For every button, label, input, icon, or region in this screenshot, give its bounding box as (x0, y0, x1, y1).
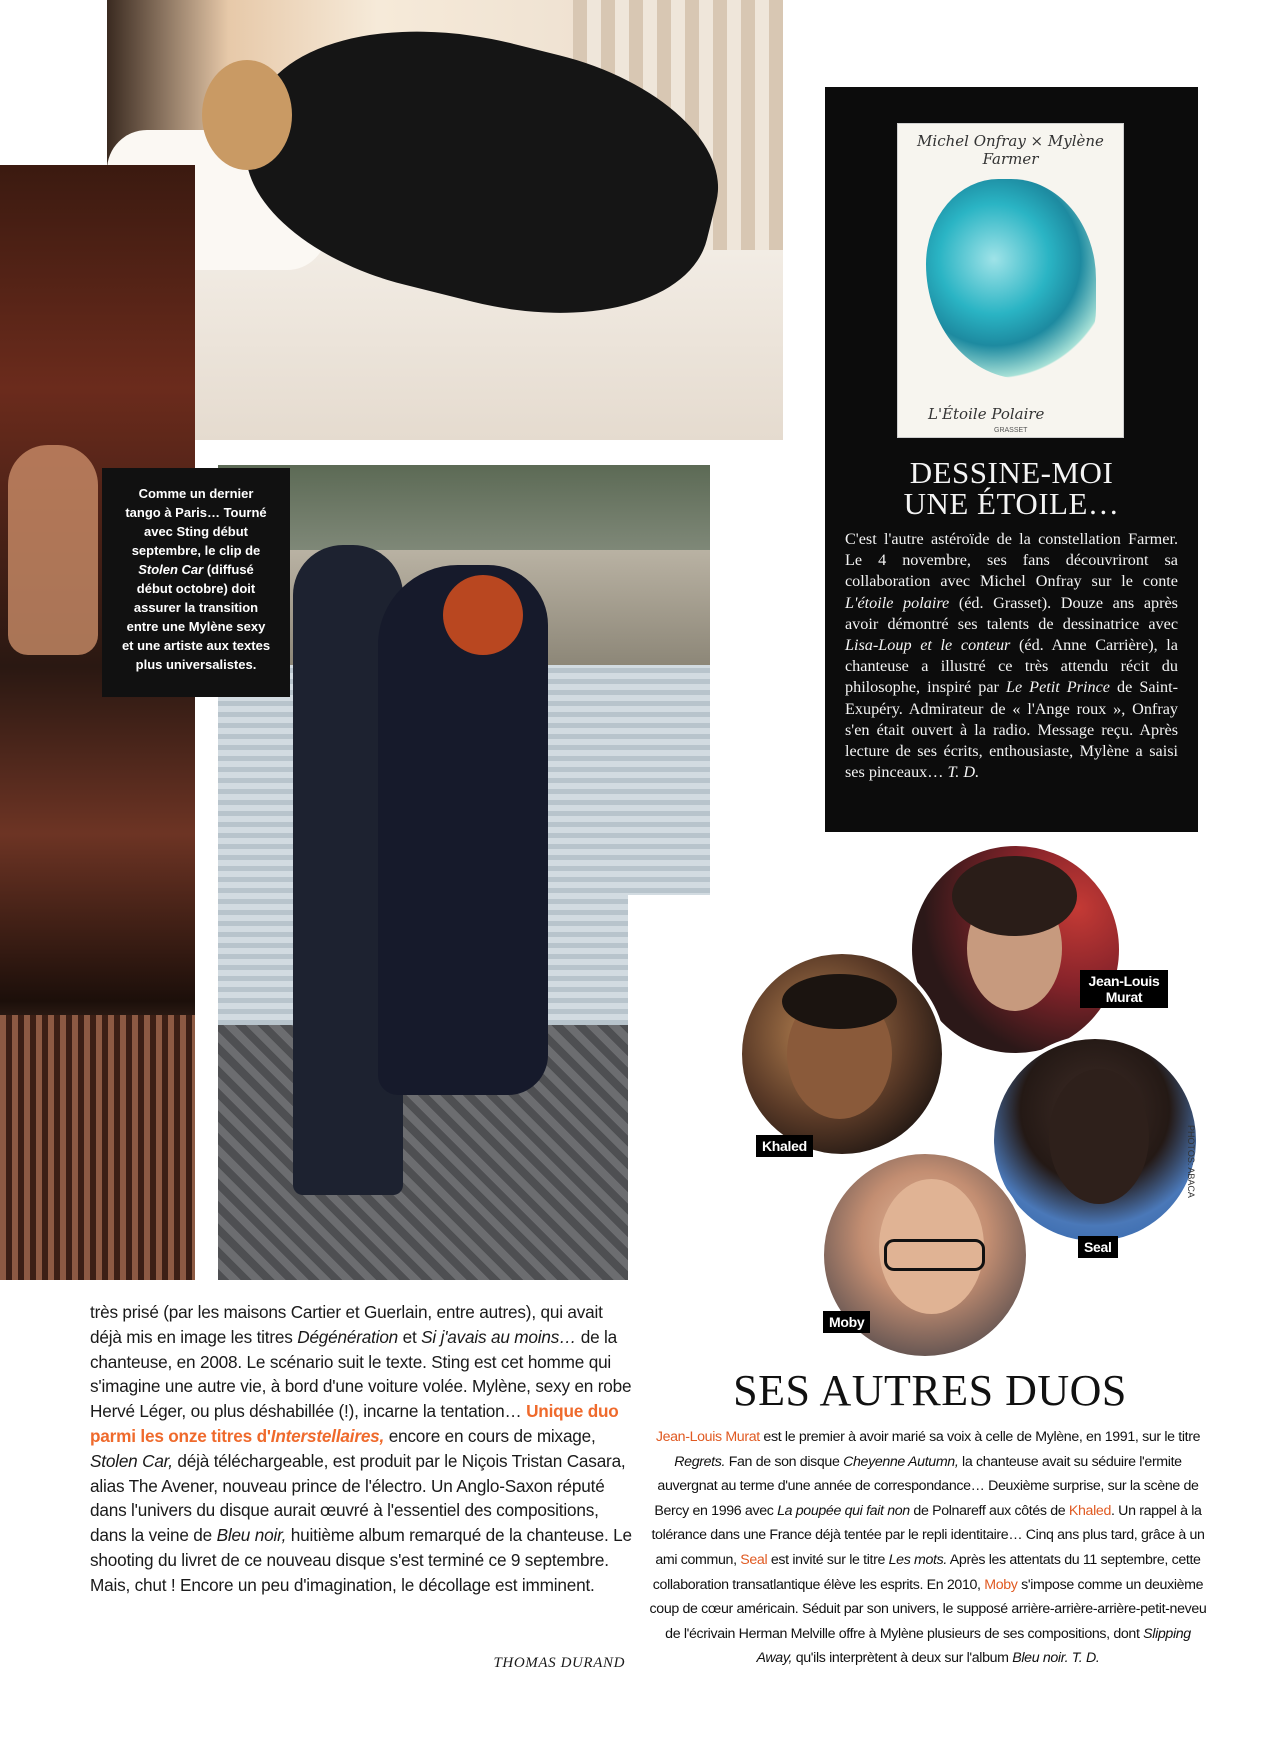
text-run: de Saint-Exupéry. Admirateur de « l'Ange roux », Onfray s'en était ouvert à la radio. Message reçu. Après lecture de ses écrits, enthousiaste, Mylène a saisi ses pinceaux… (845, 678, 1178, 782)
book-cover-authors: Michel Onfray × Mylène Farmer (917, 132, 1104, 168)
hair-shape (782, 974, 897, 1029)
highlight-name: Moby (984, 1576, 1018, 1593)
article-body (90, 1300, 635, 1598)
caption-line: (diffusé (206, 562, 254, 577)
label-khaled: Khaled (756, 1135, 813, 1157)
text-run: encore en cours de mixage, (384, 1425, 596, 1446)
highlight-name: Khaled (1068, 1502, 1111, 1519)
portrait-khaled (738, 950, 946, 1158)
text-run: est invité sur le titre (767, 1551, 889, 1568)
label-jean-louis-murat: Jean-Louis Murat (1080, 970, 1168, 1008)
text-run: Unique duo parmi les onze titres d' (90, 1401, 619, 1446)
text-run: (éd. Anne Carrière), la chanteuse a illustré ce très attendu récit du philosophe, inspiré par (845, 636, 1178, 697)
album-title-italic: Bleu noir, (216, 1525, 287, 1546)
author-byline: THOMAS DURAND (493, 1655, 625, 1671)
face-shape (1049, 1069, 1149, 1204)
book-cover-publisher: GRASSET (994, 427, 1028, 434)
signature: T. D. (947, 763, 980, 782)
watercolor-splash (926, 179, 1096, 379)
song-title-italic: Regrets. (674, 1453, 726, 1470)
text-run: . Un rappel à la tolérance dans une France déjà tentée par le repli identitaire… Cinq ans plus tard, grâce à un ami commun, (651, 1502, 1205, 1568)
caption-line: entre une Mylène sexy (126, 619, 266, 634)
album-title-italic: Interstellaires, (270, 1425, 385, 1446)
section-title-autres-duos: SES AUTRES DUOS (733, 1366, 1127, 1415)
song-title-italic: La poupée qui fait non (777, 1502, 910, 1519)
label-seal: Seal (1078, 1236, 1118, 1258)
caption-line: avec Sting début (143, 524, 249, 539)
book-title-italic: Lisa-Loup et le conteur (845, 636, 1011, 655)
hair-shape (952, 856, 1077, 936)
sidebar-title-line: DESSINE-MOI (909, 455, 1114, 490)
text-run: de Polnareff aux côtés de (909, 1502, 1069, 1519)
caption-line: septembre, le clip de (131, 543, 261, 558)
label-moby: Moby (823, 1311, 870, 1333)
book-cover-title: L'Étoile Polaire (928, 405, 1045, 423)
text-run: huitième album remarqué de la chanteuse. Le shooting du livret de ce nouveau disque s'est terminé ce 9 septembre. Mais, chut ! Encore un peu d'imagination, le décollage est imminent. (90, 1525, 632, 1595)
sidebar-title (825, 457, 1198, 519)
sidebar-body (845, 529, 1178, 783)
text-run: déjà téléchargeable, est produit par le Niçois Tristan Casara, alias The Avener, nouveau prince de l'électro. Un Anglo-Saxon réputé dans l'univers du disque aurait œuvré à l'essentiel des compositions, dans la veine de (90, 1450, 626, 1546)
sidebar-box-etoile (825, 87, 1198, 832)
song-title-italic: Dégénération (297, 1326, 399, 1347)
striped-fabric (0, 1015, 195, 1280)
photo-credit: PHOTOS: ABACA (1186, 1125, 1196, 1198)
album-title-italic: Cheyenne Autumn, (843, 1453, 959, 1470)
song-title-italic: Slipping Away, (756, 1625, 1191, 1667)
song-title-italic: Les mots. (888, 1551, 947, 1568)
text-run: de la chanteuse, en 2008. Le scénario suit le texte. Sting est cet homme qui s'imagine une autre vie, à bord d'une voiture volée. Mylène, sexy en robe Hervé Léger, ou plus déshabillée (!), incarne la tentation… (90, 1326, 632, 1422)
red-hair-shape (443, 575, 523, 655)
highlight-name: Seal (740, 1551, 768, 1568)
book-cover-image (897, 123, 1124, 438)
song-title-italic: Si j'avais au moins… (421, 1326, 577, 1347)
text-run: s'impose comme un deuxième coup de cœur américain. Séduit par son univers, le supposé arrière-arrière-arrière-petit-neveu de l'écrivain Herman Melville offre à Mylène plusieurs de ses compositions, dont (649, 1576, 1207, 1642)
glasses-icon (884, 1239, 985, 1271)
highlight-name: Jean-Louis Murat (655, 1429, 760, 1445)
blonde-hair-shape (202, 60, 292, 170)
book-title-italic: Le Petit Prince (1005, 678, 1110, 697)
song-title-italic: Stolen Car, (90, 1450, 173, 1471)
caption-line: et une artiste aux textes (121, 638, 271, 653)
bedroom-photo (107, 0, 783, 440)
section-body-autres-duos (648, 1425, 1208, 1671)
sting-mylene-photo (218, 465, 710, 1280)
text-run: est le premier à avoir marié sa voix à celle de Mylène, en 1991, sur le titre (759, 1429, 1201, 1445)
text-run: et (398, 1326, 422, 1347)
text-run: (éd. Grasset). Douze ans après avoir démontré ses talents de dessinatrice avec (845, 593, 1178, 633)
layout-notch (628, 895, 710, 1280)
caption-line: plus universalistes. (135, 657, 257, 672)
sidebar-title-line: UNE ÉTOILE… (903, 486, 1120, 521)
caption-line: tango à Paris… Tourné (125, 505, 267, 520)
side-strip-photo (0, 165, 195, 1280)
book-title-italic: L'étoile polaire (845, 593, 950, 612)
text-run: Après les attentats du 11 septembre, cette collaboration transatlantique élève les esprits. En 2010, (652, 1551, 1201, 1593)
hand-shape (8, 445, 98, 655)
caption-line: début octobre) doit (136, 581, 256, 596)
caption-line: Comme un dernier (138, 486, 254, 501)
album-title-italic: Bleu noir. (1012, 1650, 1069, 1667)
caption-line: Stolen Car (138, 562, 204, 577)
text-run: qu'ils interprètent à deux sur l'album (792, 1650, 1013, 1667)
text-run: très prisé (par les maisons Cartier et Guerlain, entre autres), qui avait déjà mis en image les titres (90, 1302, 603, 1347)
text-run: Fan de son disque (725, 1453, 844, 1470)
text-run: la chanteuse avait su séduire l'ermite auvergnat au terme d'une année de correspondance… Deuxième surprise, sur la scène de Bercy en 1996 avec (654, 1453, 1199, 1519)
signature: T. D. (1068, 1650, 1100, 1667)
photo-caption (102, 468, 290, 697)
caption-line: assurer la transition (133, 600, 259, 615)
text-run: C'est l'autre astéroïde de la constellation Farmer. Le 4 novembre, ses fans découvriront sa collaboration avec Michel Onfray sur le conte (845, 530, 1178, 591)
